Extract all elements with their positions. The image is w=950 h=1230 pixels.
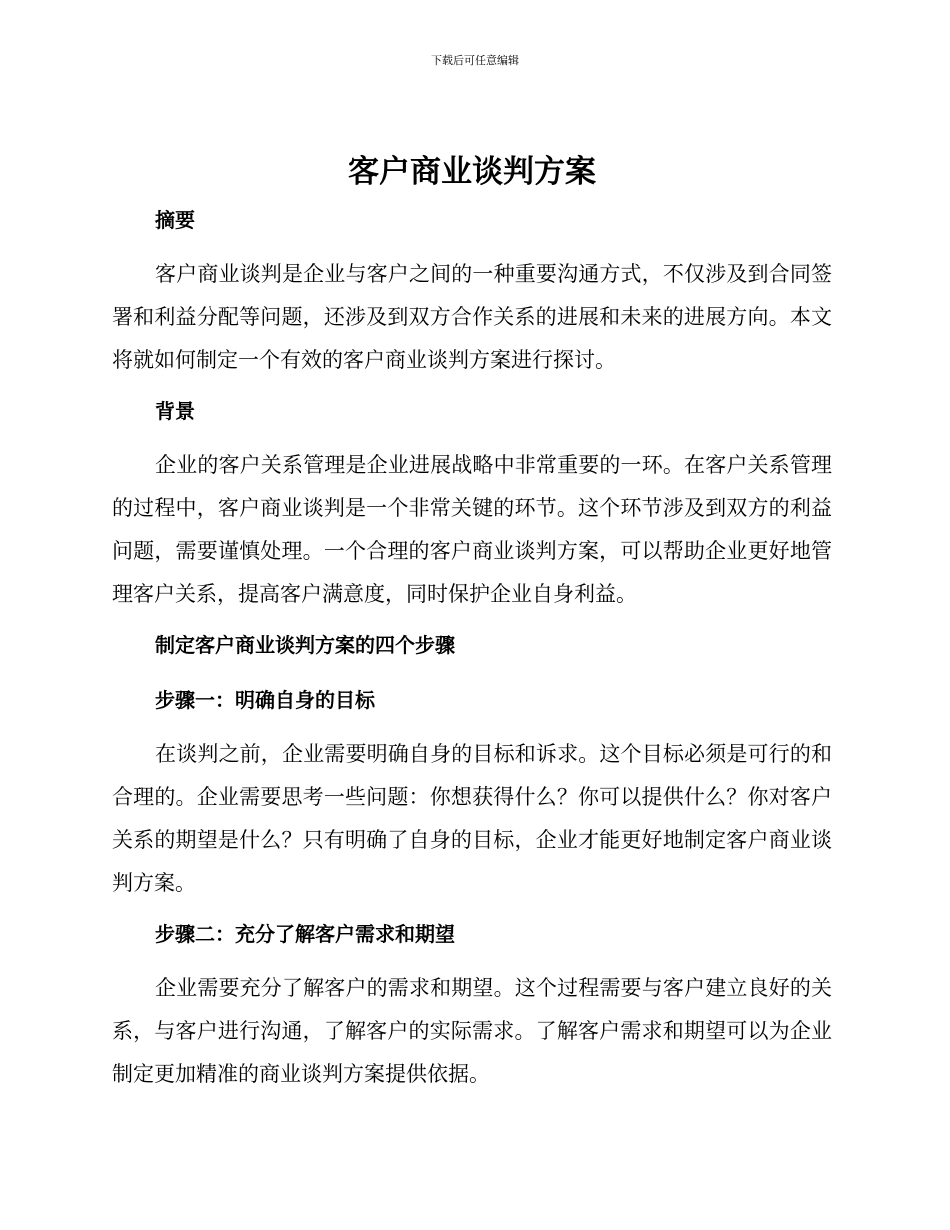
steps-heading: 制定客户商业谈判方案的四个步骤: [155, 633, 455, 657]
step2-heading: 步骤二：充分了解客户需求和期望: [155, 922, 455, 946]
abstract-paragraph: 客户商业谈判是企业与客户之间的一种重要沟通方式，不仅涉及到合同签署和利益分配等问题，还涉及到双方合作关系的进展和未来的进展方向。本文将就如何制定一个有效的客户商业谈判方案进行探讨。: [112, 262, 832, 372]
header-note: 下载后可任意编辑: [431, 54, 519, 67]
background-heading: 背景: [155, 399, 195, 423]
step2-paragraph: 企业需要充分了解客户的需求和期望。这个过程需要与客户建立良好的关系，与客户进行沟通，了解客户的实际需求。了解客户需求和期望可以为企业制定更加精准的商业谈判方案提供依据。: [112, 976, 832, 1086]
document-title: 客户商业谈判方案: [348, 154, 596, 190]
step1-paragraph: 在谈判之前，企业需要明确自身的目标和诉求。这个目标必须是可行的和合理的。企业需要思考一些问题：你想获得什么？你可以提供什么？你对客户关系的期望是什么？只有明确了自身的目标，企业才能更好地制定客户商业谈判方案。: [112, 742, 832, 895]
abstract-heading: 摘要: [155, 208, 195, 232]
background-paragraph: 企业的客户关系管理是企业进展战略中非常重要的一环。在客户关系管理的过程中，客户商业谈判是一个非常关键的环节。这个环节涉及到双方的利益问题，需要谨慎处理。一个合理的客户商业谈判方案，可以帮助企业更好地管理客户关系，提高客户满意度，同时保护企业自身利益。: [112, 453, 832, 606]
document-body: [112, 150, 832, 1096]
step1-heading: 步骤一：明确自身的目标: [155, 688, 375, 712]
